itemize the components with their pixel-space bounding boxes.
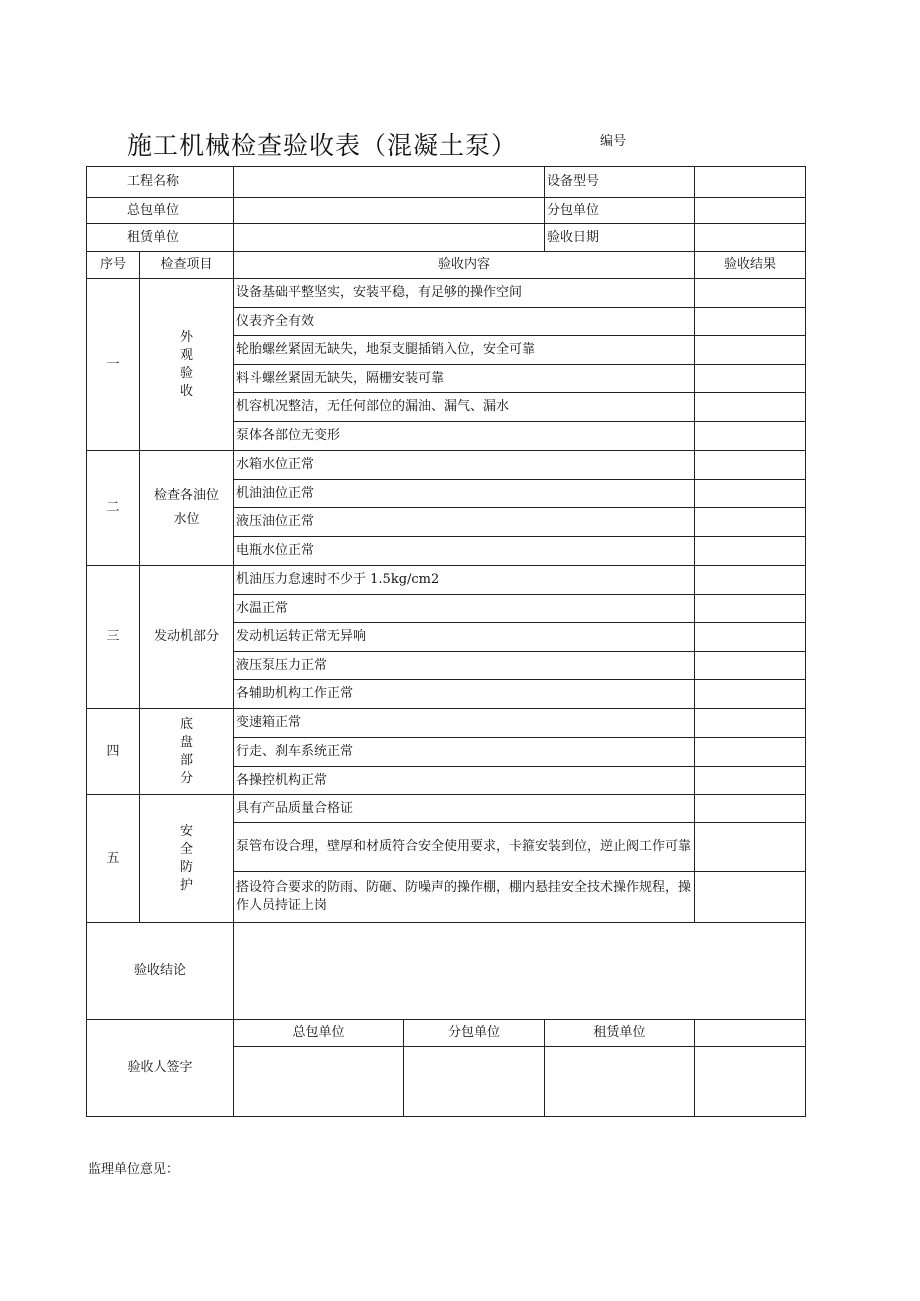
- section-item-line: 发动机部分: [154, 629, 220, 644]
- result-field[interactable]: [695, 451, 806, 480]
- conclusion-row: [87, 923, 806, 1020]
- column-header-row: [87, 252, 806, 279]
- conclusion-label: 验收结论: [87, 923, 234, 1020]
- check-content: 水箱水位正常: [234, 451, 695, 480]
- section-item-line: 安: [180, 823, 194, 839]
- section-number: 三: [87, 566, 140, 709]
- header-value-field[interactable]: [695, 198, 806, 224]
- result-field[interactable]: [695, 365, 806, 393]
- inspection-table: [86, 166, 806, 1117]
- supervision-opinion-label: 监理单位意见：: [88, 1162, 180, 1177]
- header-label: 工程名称: [87, 167, 234, 198]
- header-value-field[interactable]: [695, 224, 806, 252]
- signature-field[interactable]: [234, 1047, 404, 1117]
- section-item-line: 分: [180, 770, 194, 786]
- section-item: [140, 566, 234, 709]
- column-header-no: 序号: [87, 252, 140, 279]
- result-field[interactable]: [695, 595, 806, 623]
- result-field[interactable]: [695, 652, 806, 680]
- section-item-line: 全: [180, 841, 194, 857]
- section-number: 二: [87, 451, 140, 566]
- header-label: 设备型号: [545, 167, 695, 198]
- check-content: 机油油位正常: [234, 480, 695, 508]
- header-row: [87, 224, 806, 252]
- section-item-line: 检查各油位: [154, 488, 220, 503]
- result-field[interactable]: [695, 623, 806, 652]
- check-content: 变速箱正常: [234, 709, 695, 738]
- result-field[interactable]: [695, 680, 806, 709]
- header-value-field[interactable]: [234, 167, 545, 198]
- table-row: [87, 451, 806, 480]
- signature-extra-cell: [695, 1020, 806, 1047]
- section-item-line: 防: [180, 859, 194, 875]
- check-content: 料斗螺丝紧固无缺失，隔栅安装可靠: [234, 365, 695, 393]
- section-item: [140, 795, 234, 923]
- header-label: 验收日期: [545, 224, 695, 252]
- signature-field[interactable]: [404, 1047, 545, 1117]
- header-label: 总包单位: [87, 198, 234, 224]
- check-content: 电瓶水位正常: [234, 537, 695, 566]
- column-header-result: 验收结果: [695, 252, 806, 279]
- section-item-line: 收: [180, 383, 194, 399]
- result-field[interactable]: [695, 566, 806, 595]
- result-field[interactable]: [695, 738, 806, 767]
- table-row: [87, 279, 806, 308]
- result-field[interactable]: [695, 422, 806, 451]
- check-content: 具有产品质量合格证: [234, 795, 695, 823]
- header-label: 分包单位: [545, 198, 695, 224]
- header-value-field[interactable]: [234, 224, 545, 252]
- signature-unit-header: 分包单位: [404, 1020, 545, 1047]
- result-field[interactable]: [695, 537, 806, 566]
- check-content: 各辅助机构工作正常: [234, 680, 695, 709]
- section-item-line: 外: [180, 329, 194, 345]
- check-content: 机容机况整洁，无任何部位的漏油、漏气、漏水: [234, 393, 695, 422]
- check-content: 仪表齐全有效: [234, 308, 695, 336]
- signature-field[interactable]: [545, 1047, 695, 1117]
- check-content: 轮胎螺丝紧固无缺失，地泵支腿插销入位，安全可靠: [234, 336, 695, 365]
- section-number: 一: [87, 279, 140, 451]
- result-field[interactable]: [695, 767, 806, 795]
- section-item-line: 验: [180, 365, 194, 381]
- table-row: [87, 566, 806, 595]
- result-field[interactable]: [695, 823, 806, 872]
- form-code-label: 编号: [600, 134, 627, 149]
- result-field[interactable]: [695, 795, 806, 823]
- signature-header-row: [87, 1020, 806, 1047]
- check-content: 设备基础平整坚实，安装平稳，有足够的操作空间: [234, 279, 695, 308]
- section-number: 四: [87, 709, 140, 795]
- result-field[interactable]: [695, 393, 806, 422]
- section-item-line: 底: [180, 716, 194, 732]
- check-content: 行走、刹车系统正常: [234, 738, 695, 767]
- section-item-line: 护: [180, 877, 194, 893]
- signature-unit-header: 租赁单位: [545, 1020, 695, 1047]
- header-row: [87, 167, 806, 198]
- signature-label: 验收人签字: [87, 1020, 234, 1117]
- header-row: [87, 198, 806, 224]
- table-row: [87, 795, 806, 823]
- check-content: 发动机运转正常无异响: [234, 623, 695, 652]
- form-title: 施工机械检查验收表（混凝土泵）: [127, 131, 518, 160]
- section-item-line: 部: [180, 752, 194, 768]
- check-content: 泵体各部位无变形: [234, 422, 695, 451]
- section-item-line: 观: [180, 347, 194, 363]
- check-content: 搭设符合要求的防雨、防砸、防噪声的操作棚，棚内悬挂安全技术操作规程，操作人员持证上岗: [234, 872, 695, 923]
- section-item-line: 水位: [173, 512, 200, 527]
- result-field[interactable]: [695, 508, 806, 537]
- result-field[interactable]: [695, 872, 806, 923]
- section-item: [140, 709, 234, 795]
- table-row: [87, 709, 806, 738]
- check-content: 泵管布设合理，壁厚和材质符合安全使用要求，卡箍安装到位，逆止阀工作可靠: [234, 823, 695, 872]
- section-number: 五: [87, 795, 140, 923]
- signature-unit-header: 总包单位: [234, 1020, 404, 1047]
- result-field[interactable]: [695, 336, 806, 365]
- result-field[interactable]: [695, 709, 806, 738]
- result-field[interactable]: [695, 279, 806, 308]
- header-value-field[interactable]: [234, 198, 545, 224]
- column-header-item: 检查项目: [140, 252, 234, 279]
- section-item: [140, 451, 234, 566]
- check-content: 各操控机构正常: [234, 767, 695, 795]
- result-field[interactable]: [695, 308, 806, 336]
- check-content: 液压油位正常: [234, 508, 695, 537]
- check-content: 机油压力怠速时不少于 1.5kg/cm2: [234, 566, 695, 595]
- check-content: 液压泵压力正常: [234, 652, 695, 680]
- result-field[interactable]: [695, 480, 806, 508]
- section-item: [140, 279, 234, 451]
- signature-field[interactable]: [695, 1047, 806, 1117]
- section-item-line: 盘: [180, 734, 194, 750]
- column-header-content: 验收内容: [234, 252, 695, 279]
- header-value-field[interactable]: [695, 167, 806, 198]
- conclusion-field[interactable]: [234, 923, 806, 1020]
- check-content: 水温正常: [234, 595, 695, 623]
- header-label: 租赁单位: [87, 224, 234, 252]
